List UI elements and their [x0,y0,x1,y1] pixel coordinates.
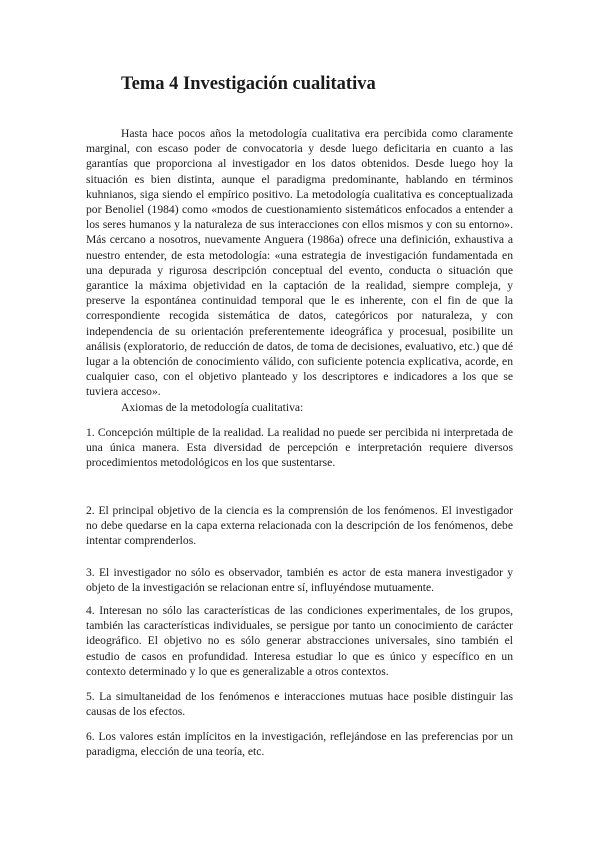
axioms-heading: Axiomas de la metodología cualitativa: [121,401,304,414]
axiom-item-3: 3. El investigador no sólo es observador, también es actor de esta manera investigador y objeto de la investigación se relacionan entre sí, influyéndose mutuamente. [86,566,513,595]
axiom-item-6: 6. Los valores están implícitos en la investigación, reflejándose en las preferencias por un paradigma, elección de una teoría, etc. [86,730,513,759]
intro-paragraph: Hasta hace pocos años la metodología cualitativa era percibida como claramente marginal, con escaso poder de convocatoria y desde luego deficitaria en cuanto a las garantías que proporciona al investigador en los datos obtenidos. Desde luego hoy la situación es bien distinta, aunque el paradigma predominante, hablando en términos kuhnianos, siga siendo el empírico positivo. La metodología cualitativa es conceptualizada por Benoliel (1984) como «modos de cuestionamiento sistemáticos enfocados a entender a los seres humanos y la naturaleza de sus interacciones con ellos mismos y con su entorno». Más cercano a nosotros, nuevamente Anguera (1986a) ofrece una definición, exhaustiva a nuestro entender, de esta metodología: «una estrategia de investigación fundamentada en una depurada y rigurosa descripción conceptual del evento, conducta o situación que garantice la máxima objetividad en la captación de la realidad, siempre compleja, y preserve la espontánea continuidad temporal que le es inherente, con el fin de que la correspondiente recogida sistemática de datos, categóricos por naturaleza, y con independencia de su orientación preferentemente ideográfica y procesual, posibilite un análisis (exploratorio, de reducción de datos, de toma de decisiones, evaluativo, etc.) que dé lugar a la obtención de conocimiento válido, con suficiente potencia explicativa, acorde, en cualquier caso, con el objetivo planteado y los descriptores e indicadores a los que se tuviera acceso». [86,127,513,399]
axiom-item-5: 5. La simultaneidad de los fenómenos e interacciones mutuas hace posible distinguir las causas de los efectos. [86,690,513,719]
page-title: Tema 4 Investigación cualitativa [121,74,376,94]
axiom-item-1: 1. Concepción múltiple de la realidad. La realidad no puede ser percibida ni interpretada de una única manera. Esta diversidad de percepción e interpretación requiere diversos procedimientos metodológicos en los que sustentarse. [86,426,513,470]
axiom-item-4: 4. Interesan no sólo las características de las condiciones experimentales, de los grupos, también las características individuales, se persigue por tanto un conocimiento de carácter ideográfico. El objetivo no es sólo generar abstracciones universales, sino también el estudio de casos en profundidad. Interesa estudiar lo que es único y específico en un contexto determinado y lo que es generalizable a otros contextos. [86,604,513,678]
axiom-item-2: 2. El principal objetivo de la ciencia es la comprensión de los fenómenos. El investigador no debe quedarse en la capa externa relacionada con la descripción de los fenómenos, debe intentar comprenderlos. [86,504,513,548]
